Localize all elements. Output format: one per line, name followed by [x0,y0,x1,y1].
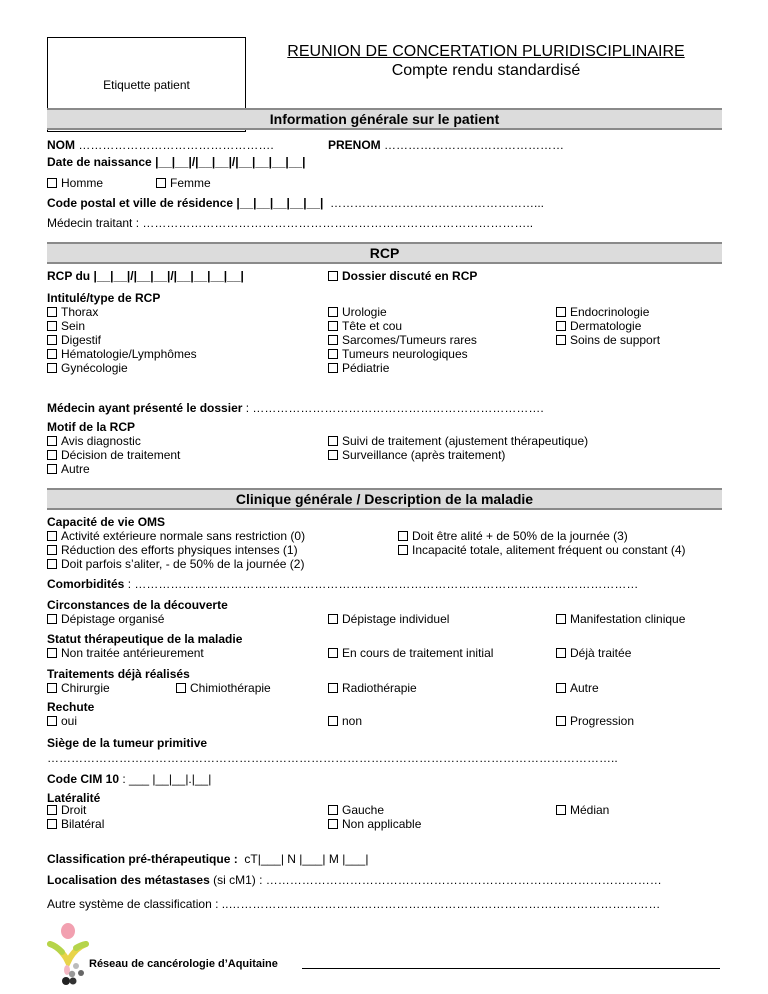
classification-field[interactable]: Classification pré-thérapeutique : cT|___| N |___| M |___| [47,852,369,866]
checkbox-icon[interactable] [47,716,57,726]
checkbox-manifestation-clinique[interactable]: Manifestation clinique [556,612,685,626]
checkbox-tumeurs-neuro[interactable]: Tumeurs neurologiques [328,347,468,361]
checkbox-urologie[interactable]: Urologie [328,305,387,319]
checkbox-icon[interactable] [47,307,57,317]
checkbox-icon[interactable] [328,307,338,317]
checkbox-radiotherapie[interactable]: Radiothérapie [328,681,417,695]
checkbox-tete-cou[interactable]: Tête et cou [328,319,402,333]
checkbox-dermatologie[interactable]: Dermatologie [556,319,641,333]
footer-divider [302,968,720,969]
checkbox-sein[interactable]: Sein [47,319,85,333]
checkbox-icon[interactable] [328,271,338,281]
checkbox-icon[interactable] [556,335,566,345]
rcp-date-field[interactable]: RCP du |__|__|/|__|__|/|__|__|__|__| [47,269,244,283]
checkbox-thorax[interactable]: Thorax [47,305,98,319]
organization-name: Réseau de cancérologie d’Aquitaine [89,958,278,970]
checkbox-icon[interactable] [556,307,566,317]
checkbox-icon[interactable] [398,545,408,555]
checkbox-icon[interactable] [328,321,338,331]
checkbox-oms-1[interactable]: Réduction des efforts physiques intenses (1) [47,543,298,557]
doctor-field[interactable]: Médecin traitant : …………………………………………………………………………………….. [47,216,534,230]
checkbox-gauche[interactable]: Gauche [328,803,384,817]
checkbox-rechute-oui[interactable]: oui [47,714,77,728]
checkbox-dossier-discute[interactable]: Dossier discuté en RCP [328,269,477,283]
siege-label: Siège de la tumeur primitive [47,736,208,750]
oms-label: Capacité de vie OMS [47,515,166,529]
checkbox-icon[interactable] [328,648,338,658]
checkbox-icon[interactable] [47,436,57,446]
checkbox-decision-traitement[interactable]: Décision de traitement [47,448,180,462]
rcp-type-label: Intitulé/type de RCP [47,291,161,305]
checkbox-traitement-autre[interactable]: Autre [556,681,599,695]
checkbox-icon[interactable] [47,819,57,829]
checkbox-icon[interactable] [47,335,57,345]
checkbox-icon[interactable] [47,614,57,624]
checkbox-icon[interactable] [156,178,166,188]
checkbox-deja-traitee[interactable]: Déjà traitée [556,646,631,660]
checkbox-motif-autre[interactable]: Autre [47,462,90,476]
checkbox-icon[interactable] [47,531,57,541]
checkbox-droit[interactable]: Droit [47,803,86,817]
patient-label-text: Etiquette patient [103,77,190,92]
checkbox-oms-2[interactable]: Doit parfois s’aliter, - de 50% de la journée (2) [47,557,304,571]
checkbox-progression[interactable]: Progression [556,714,634,728]
checkbox-icon[interactable] [556,648,566,658]
cim-field[interactable]: Code CIM 10 : ___ |__|__|.|__| [47,772,212,786]
checkbox-suivi-traitement[interactable]: Suivi de traitement (ajustement thérapeutique) [328,434,588,448]
checkbox-bilateral[interactable]: Bilatéral [47,817,104,831]
checkbox-icon[interactable] [47,805,57,815]
checkbox-digestif[interactable]: Digestif [47,333,101,347]
prenom-field[interactable]: PRENOM ……………………………………… [328,138,565,152]
checkbox-icon[interactable] [47,464,57,474]
checkbox-icon[interactable] [176,683,186,693]
checkbox-endocrinologie[interactable]: Endocrinologie [556,305,649,319]
checkbox-homme[interactable]: Homme [47,176,103,190]
checkbox-chirurgie[interactable]: Chirurgie [47,681,110,695]
checkbox-en-cours[interactable]: En cours de traitement initial [328,646,493,660]
checkbox-icon[interactable] [556,614,566,624]
checkbox-icon[interactable] [47,349,57,359]
checkbox-icon[interactable] [47,321,57,331]
checkbox-hematologie[interactable]: Hématologie/Lymphômes [47,347,197,361]
traitements-label: Traitements déjà réalisés [47,667,190,681]
comorbidites-field[interactable]: Comorbidités : ……………………………………………………………………………………………………………… [47,577,639,591]
statut-label: Statut thérapeutique de la maladie [47,632,243,646]
checkbox-icon[interactable] [328,363,338,373]
checkbox-icon[interactable] [556,321,566,331]
presenter-field[interactable]: Médecin ayant présenté le dossier : ………………………………………………………………. [47,401,544,415]
checkbox-icon[interactable] [556,805,566,815]
checkbox-surveillance[interactable]: Surveillance (après traitement) [328,448,505,462]
section-clinique: Clinique générale / Description de la maladie [47,488,722,510]
metastases-field[interactable]: Localisation des métastases (si cM1) : ……………………………………………………………………………………… [47,873,662,887]
checkbox-icon[interactable] [556,683,566,693]
checkbox-icon[interactable] [328,819,338,829]
rechute-label: Rechute [47,700,95,714]
checkbox-icon[interactable] [398,531,408,541]
checkbox-oms-4[interactable]: Incapacité totale, alitement fréquent ou constant (4) [398,543,686,557]
checkbox-femme[interactable]: Femme [156,176,211,190]
checkbox-non-traitee[interactable]: Non traitée antérieurement [47,646,204,660]
checkbox-icon[interactable] [47,559,57,569]
postal-field[interactable]: Code postal et ville de résidence |__|__|__|__|__| ……………………………………………... [47,196,544,210]
circonstances-label: Circonstances de la découverte [47,598,228,612]
checkbox-icon[interactable] [328,335,338,345]
checkbox-chimiotherapie[interactable]: Chimiothérapie [176,681,271,695]
checkbox-icon[interactable] [47,450,57,460]
checkbox-depistage-organise[interactable]: Dépistage organisé [47,612,164,626]
document-subtitle: Compte rendu standardisé [391,62,581,79]
checkbox-icon[interactable] [47,648,57,658]
checkbox-icon[interactable] [328,614,338,624]
checkbox-icon[interactable] [328,683,338,693]
checkbox-icon[interactable] [328,436,338,446]
motif-label: Motif de la RCP [47,420,136,434]
checkbox-avis-diagnostic[interactable]: Avis diagnostic [47,434,141,448]
nom-field[interactable]: NOM …………………………………………. [47,138,274,152]
checkbox-pediatrie[interactable]: Pédiatrie [328,361,389,375]
checkbox-non-applicable[interactable]: Non applicable [328,817,421,831]
autre-classification-field[interactable]: Autre système de classification : ..……………………………………………………………………………………………… [47,897,661,911]
rca-logo-icon [46,922,90,988]
checkbox-icon[interactable] [328,805,338,815]
siege-field[interactable]: …………………………………………………………………………………………………………………………….. [47,751,618,765]
checkbox-soins-support[interactable]: Soins de support [556,333,660,347]
checkbox-icon[interactable] [328,716,338,726]
checkbox-depistage-individuel[interactable]: Dépistage individuel [328,612,449,626]
checkbox-icon[interactable] [47,363,57,373]
checkbox-icon[interactable] [47,545,57,555]
checkbox-sarcomes[interactable]: Sarcomes/Tumeurs rares [328,333,477,347]
dob-field[interactable]: Date de naissance |__|__|/|__|__|/|__|__|__|__| [47,155,306,169]
checkbox-icon[interactable] [328,450,338,460]
checkbox-rechute-non[interactable]: non [328,714,362,728]
section-patient-info: Information générale sur le patient [47,108,722,130]
checkbox-oms-0[interactable]: Activité extérieure normale sans restriction (0) [47,529,305,543]
checkbox-icon[interactable] [47,178,57,188]
checkbox-oms-3[interactable]: Doit être alité + de 50% de la journée (3) [398,529,628,543]
checkbox-icon[interactable] [556,716,566,726]
checkbox-icon[interactable] [328,349,338,359]
document-title: REUNION DE CONCERTATION PLURIDISCIPLINAIRE [287,43,685,60]
checkbox-icon[interactable] [47,683,57,693]
section-rcp: RCP [47,242,722,264]
checkbox-median[interactable]: Médian [556,803,609,817]
checkbox-gynecologie[interactable]: Gynécologie [47,361,128,375]
lateralite-label: Latéralité [47,791,101,805]
